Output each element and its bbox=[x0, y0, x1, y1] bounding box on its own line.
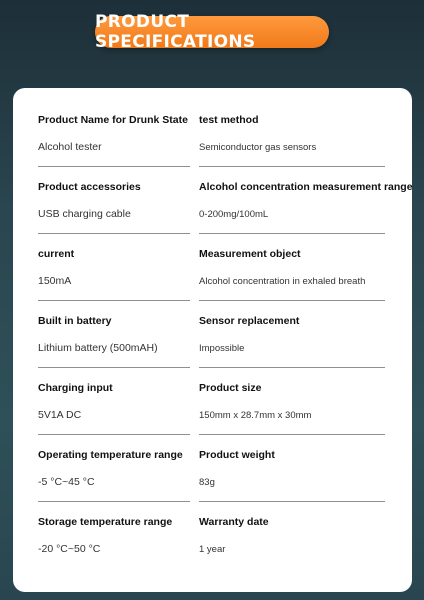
specifications-card bbox=[13, 88, 412, 592]
spec-value: 83g bbox=[199, 477, 215, 488]
spec-row bbox=[13, 155, 412, 222]
spec-value: Alcohol concentration in exhaled breath bbox=[199, 276, 366, 287]
spec-value: -5 °C~45 °C bbox=[38, 476, 95, 488]
spec-label: Charging input bbox=[38, 382, 113, 394]
spec-row bbox=[13, 356, 412, 423]
spec-value: Lithium battery (500mAH) bbox=[38, 342, 158, 354]
spec-label: Product weight bbox=[199, 449, 275, 461]
section-title-banner: PRODUCT SPECIFICATIONS bbox=[95, 16, 329, 48]
spec-label: Operating temperature range bbox=[38, 449, 183, 461]
spec-value: 5V1A DC bbox=[38, 409, 82, 421]
spec-value: Impossible bbox=[199, 343, 245, 354]
spec-label: Product size bbox=[199, 382, 262, 394]
spec-value: Alcohol tester bbox=[38, 141, 102, 153]
spec-label: test method bbox=[199, 114, 259, 126]
spec-label: Storage temperature range bbox=[38, 516, 173, 528]
spec-label: Alcohol concentration measurement range bbox=[199, 181, 413, 193]
spec-label: Product accessories bbox=[38, 181, 141, 193]
spec-label: Built in battery bbox=[38, 315, 112, 327]
spec-value: 150mm x 28.7mm x 30mm bbox=[199, 410, 312, 421]
spec-value: -20 °C~50 °C bbox=[38, 543, 101, 555]
spec-label: Warranty date bbox=[199, 516, 269, 528]
spec-label: Sensor replacement bbox=[199, 315, 300, 327]
spec-value: 1 year bbox=[199, 544, 226, 555]
spec-row bbox=[13, 289, 412, 356]
spec-value: 150mA bbox=[38, 275, 72, 287]
spec-value: Semiconductor gas sensors bbox=[199, 142, 317, 153]
spec-row bbox=[13, 490, 412, 557]
spec-row bbox=[13, 423, 412, 490]
spec-label: Product Name for Drunk State bbox=[38, 114, 188, 126]
spec-value: USB charging cable bbox=[38, 208, 131, 220]
spec-row bbox=[13, 88, 412, 155]
spec-label: Measurement object bbox=[199, 248, 301, 260]
spec-value: 0-200mg/100mL bbox=[199, 209, 269, 220]
spec-row bbox=[13, 222, 412, 289]
spec-label: current bbox=[38, 248, 75, 260]
